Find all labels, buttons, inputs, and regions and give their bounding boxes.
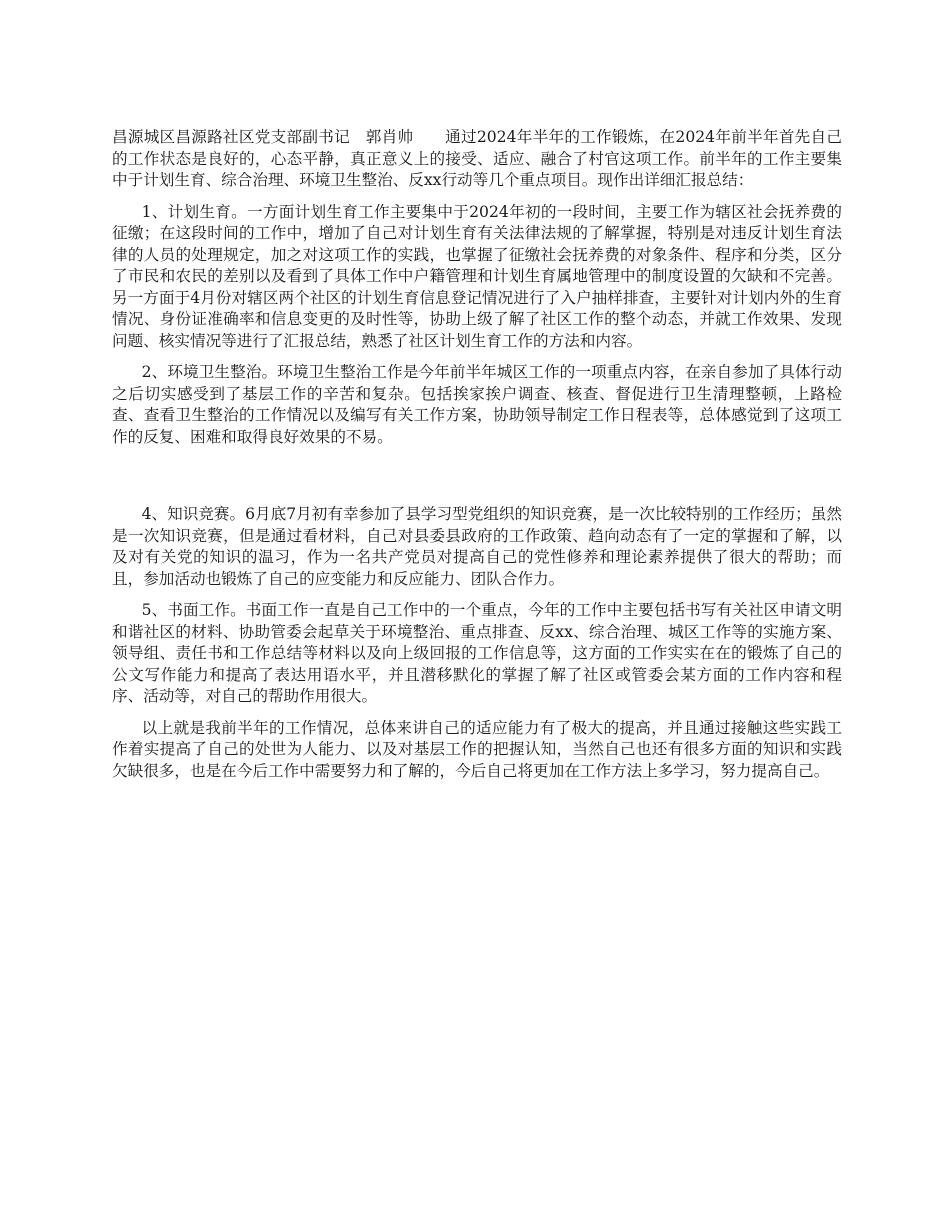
section-family-planning: 1、计划生育。一方面计划生育工作主要集中于2024年初的一段时间，主要工作为辖区社会抚养费的征缴；在这段时间的工作中，增加了自己对计划生育有关法律法规的了解掌握，特别是对违反计划生育法律的人员的处理规定，加之对这项工作的实践，也掌握了征缴社会抚养费的对象条件、程序和分类，区分了市民和农民的差别以及看到了具体工作中户籍管理和计划生育属地管理中的制度设置的欠缺和不完善。另一方面于4月份对辖区两个社区的计划生育信息登记情况进行了入户抽样排查，主要针对计划内外的生育情况、身份证准确率和信息变更的及时性等，协助上级了解了社区工作的整个动态，并就工作效果、发现问题、核实情况等进行了汇报总结，熟悉了社区计划生育工作的方法和内容。 [112,202,842,350]
intro-paragraph: 昌源城区昌源路社区党支部副书记 郭肖帅 通过2024年半年的工作锻炼，在2024年前半年首先自己的工作状态是良好的，心态平静，真正意义上的接受、适应、融合了村官这项工作。前半年的工作主要集中于计划生育、综合治理、环境卫生整治、反xx行动等几个重点项目。现作出详细汇报总结： [112,128,842,189]
conclusion-paragraph: 以上就是我前半年的工作情况，总体来讲自己的适应能力有了极大的提高，并且通过接触这些实践工作着实提高了自己的处世为人能力、以及对基层工作的把握认知，当然自己也还有很多方面的知识和实践欠缺很多，也是在今后工作中需要努力和了解的，今后自己将更加在工作方法上多学习，努力提高自己。 [112,718,842,780]
document-body [112,127,842,792]
section-written-work: 5、书面工作。书面工作一直是自己工作中的一个重点，今年的工作中主要包括书写有关社区申请文明和谐社区的材料、协助管委会起草关于环境整治、重点排查、反xx、综合治理、城区工作等的实施方案、领导组、责任书和工作总结等材料以及向上级回报的工作信息等，这方面的工作实实在在的锻炼了自己的公文写作能力和提高了表达用语水平，并且潜移默化的掌握了解了社区或管委会某方面的工作内容和程序、活动等，对自己的帮助作用很大。 [112,601,842,705]
section-knowledge-contest: 4、知识竞赛。6月底7月初有幸参加了县学习型党组织的知识竞赛，是一次比较特别的工作经历；虽然是一次知识竞赛，但是通过看材料，自己对县委县政府的工作政策、趋向动态有了一定的掌握和了解，以及对有关党的知识的温习，作为一名共产党员对提高自己的党性修养和理论素养提供了很大的帮助；而且，参加活动也锻炼了自己的应变能力和反应能力、团队合作力。 [112,505,842,588]
blank-gap [112,458,842,504]
section-environment-sanitation: 2、环境卫生整治。环境卫生整治工作是今年前半年城区工作的一项重点内容，在亲自参加了具体行动之后切实感受到了基层工作的辛苦和复杂。包括挨家挨户调查、核查、督促进行卫生清理整顿，上路检查、查看卫生整治的工作情况以及编写有关工作方案，协助领导制定工作日程表等，总体感觉到了这项工作的反复、困难和取得良好效果的不易。 [112,363,842,446]
